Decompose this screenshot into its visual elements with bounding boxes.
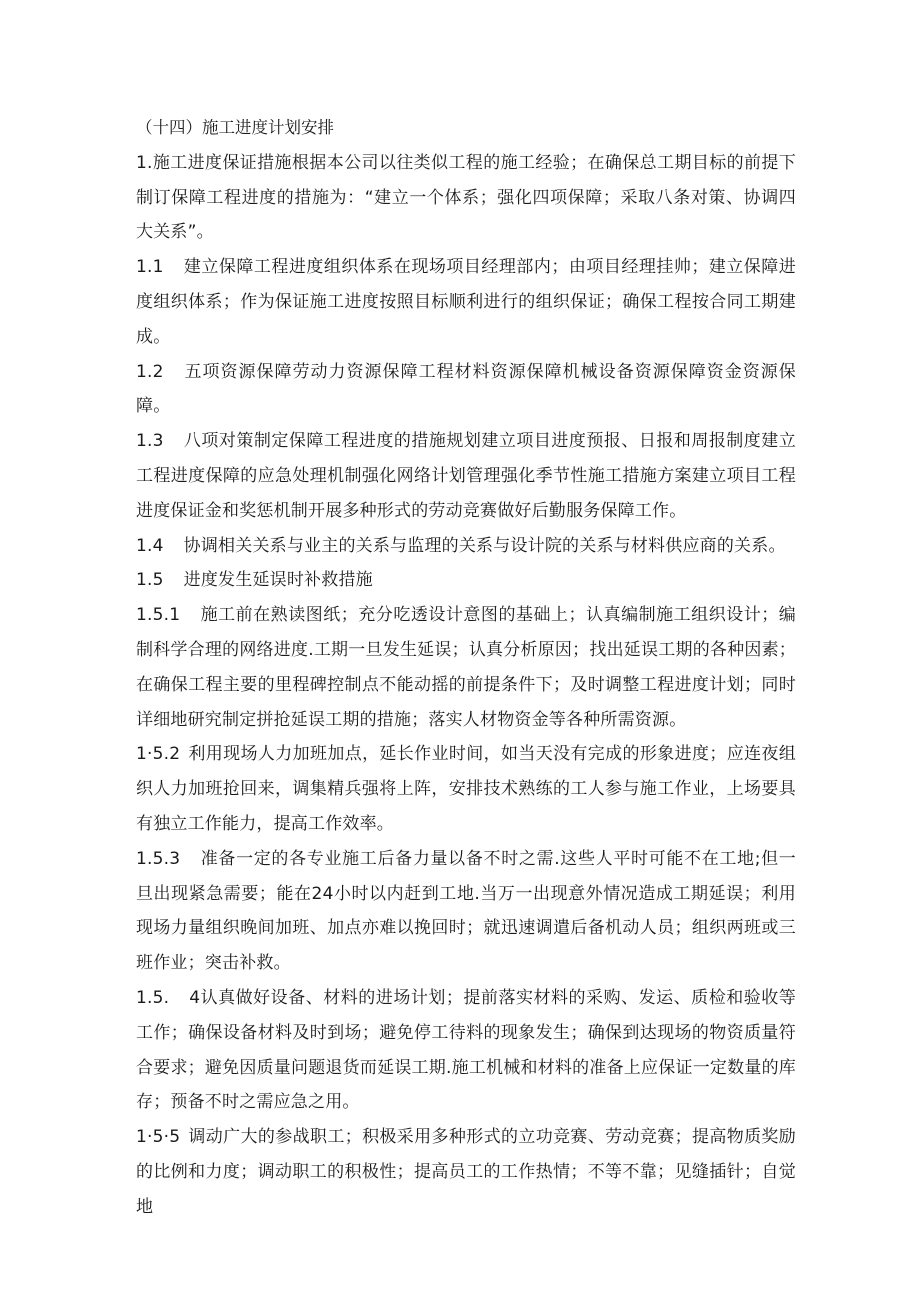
paragraph-number: 1.5.3 bbox=[136, 848, 181, 869]
paragraph-text: 利用现场人力加班加点，延长作业时间，如当天没有完成的形象进度；应连夜组织人力加班抢回来，调集精兵强将上阵，安排技术熟练的工人参与施工作业，上场要具有独立工作能力，提高工作效率。 bbox=[136, 744, 796, 834]
paragraph-text: 进度发生延误时补救措施 bbox=[183, 570, 373, 591]
paragraph-1-5-4 bbox=[136, 981, 796, 1120]
paragraph-text: 八项对策制定保障工程进度的措施规划建立项目进度预报、日报和周报制度建立工程进度保障的应急处理机制强化网络计划管理强化季节性施工措施方案建立项目工程进度保证金和奖惩机制开展多种形式的劳动竞赛做好后勤服务保障工作。 bbox=[136, 431, 796, 521]
paragraph-1-5-3 bbox=[136, 842, 796, 981]
paragraph-1-4 bbox=[136, 529, 796, 564]
paragraph-1 bbox=[136, 146, 796, 250]
section-heading: （十四）施工进度计划安排 bbox=[136, 118, 334, 137]
paragraph-text: 协调相关关系与业主的关系与监理的关系与设计院的关系与材料供应商的关系。 bbox=[183, 535, 786, 556]
paragraph-number: 1·5.2 bbox=[136, 744, 181, 765]
paragraph-1-3 bbox=[136, 424, 796, 528]
paragraph-text: 调动广大的参战职工；积极采用多种形式的立功竞赛、劳动竞赛；提高物质奖励的比例和力度；调动职工的积极性；提高员工的工作热情；不等不靠；见缝插针；自觉地 bbox=[136, 1127, 796, 1217]
paragraph-text: 建立保障工程进度组织体系在现场项目经理部内；由项目经理挂帅；建立保障进度组织体系；作为保证施工进度按照目标顺利进行的组织保证；确保工程按合同工期建成。 bbox=[136, 257, 796, 347]
paragraph-number: 1.5. bbox=[136, 987, 170, 1008]
paragraph-text: 施工进度保证措施根据本公司以往类似工程的施工经验；在确保总工期目标的前提下制订保障工程进度的措施为：“建立一个体系；强化四项保障；采取八条对策、协调四大关系”。 bbox=[136, 152, 796, 243]
document-body bbox=[136, 111, 796, 1225]
paragraph-1-5 bbox=[136, 563, 796, 598]
paragraph-1-5-5 bbox=[136, 1120, 796, 1224]
paragraph-number: 1.2 bbox=[136, 361, 164, 382]
paragraph-text: 施工前在熟读图纸；充分吃透设计意图的基础上；认真编制施工组织设计；编制科学合理的网络进度.工期一旦发生延误；认真分析原因；找出延误工期的各种因素；在确保工程主要的里程碑控制点不能动摇的前提条件下；及时调整工程进度计划；同时详细地研究制定拼抢延误工期的措施；落实人材物资金等各种所需资源。 bbox=[136, 605, 796, 730]
paragraph-1-5-2 bbox=[136, 737, 796, 841]
paragraph-1-1 bbox=[136, 250, 796, 354]
paragraph-number: 1.5 bbox=[136, 570, 164, 591]
paragraph-1-5-1 bbox=[136, 598, 796, 737]
paragraph-text: 4认真做好设备、材料的进场计划；提前落实材料的采购、发运、质检和验收等工作；确保设备材料及时到场；避免停工待料的现象发生；确保到达现场的物资质量符合要求；避免因质量问题退货而延误工期.施工机械和材料的准备上应保证一定数量的库存；预备不时之需应急之用。 bbox=[136, 987, 796, 1113]
paragraph-number: 1.1 bbox=[136, 257, 164, 278]
paragraph-number: 1.5.1 bbox=[136, 605, 181, 626]
paragraph-number: 1.3 bbox=[136, 431, 164, 452]
paragraph-number: 1. bbox=[136, 152, 153, 173]
paragraph-text: 五项资源保障劳动力资源保障工程材料资源保障机械设备资源保障资金资源保障。 bbox=[136, 361, 796, 417]
paragraph-number: 1.4 bbox=[136, 535, 164, 556]
paragraph-1-2 bbox=[136, 355, 796, 425]
paragraph-text: 准备一定的各专业施工后备力量以备不时之需.这些人平时可能不在工地;但一旦出现紧急需要；能在24小时以内赶到工地.当万一出现意外情况造成工期延误；利用现场力量组织晚间加班、加点亦难以挽回时；就迅速调遣后备机动人员；组织两班或三班作业；突击补救。 bbox=[136, 848, 796, 974]
paragraph-number: 1·5·5 bbox=[136, 1127, 181, 1148]
